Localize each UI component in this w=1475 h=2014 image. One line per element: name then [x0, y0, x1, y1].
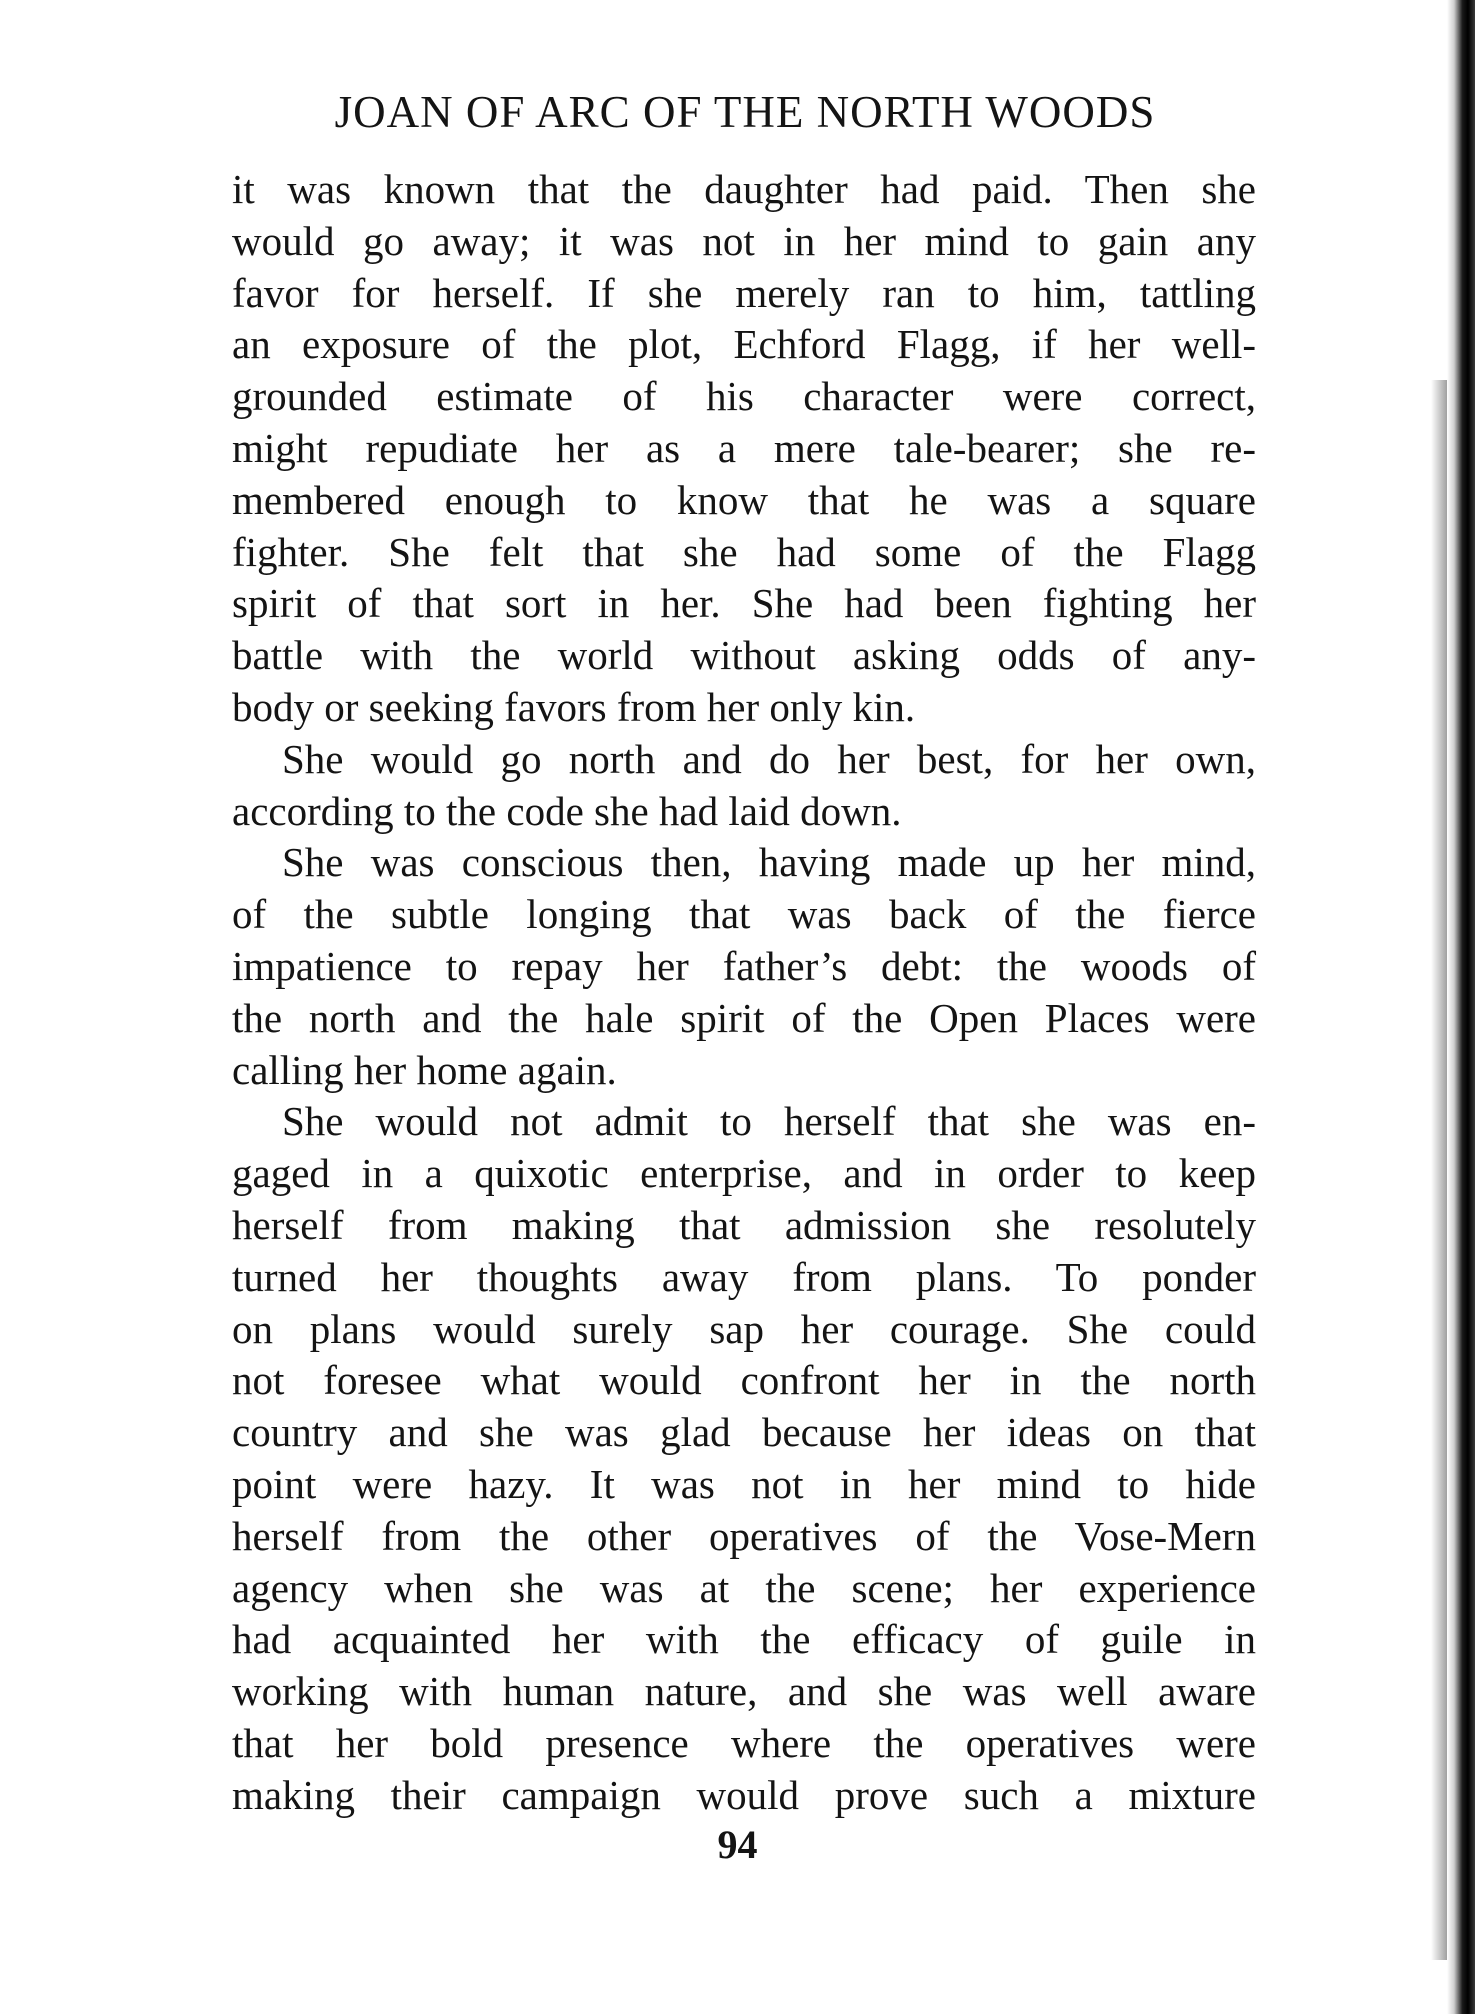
- text-line: fighter. She felt that she had some of the Flagg: [232, 528, 1256, 575]
- paragraph-last-line: calling her home again.: [232, 1046, 617, 1093]
- running-head: JOAN OF ARC OF THE NORTH WOODS: [334, 87, 1156, 137]
- text-line: had acquainted her with the efficacy of guile in: [232, 1616, 1256, 1663]
- binding-edge: [1447, 0, 1475, 2014]
- text-line: herself from the other operatives of the Vose-Mern: [232, 1512, 1256, 1559]
- paragraph-last-line: body or seeking favors from her only kin.: [232, 683, 916, 730]
- text-line: working with human nature, and she was well aware: [232, 1668, 1256, 1715]
- text-line: making their campaign would prove such a mixture: [232, 1771, 1256, 1818]
- text-line: it was known that the daughter had paid. Then she: [232, 166, 1256, 212]
- paragraph-first-line: She was conscious then, having made up her mind,: [282, 839, 1256, 886]
- paragraph-first-line: She would not admit to herself that she was en-: [282, 1098, 1256, 1145]
- text-line: an exposure of the plot, Echford Flagg, if her well-: [232, 321, 1256, 368]
- text-line: that her bold presence where the operatives were: [232, 1719, 1256, 1766]
- text-line: gaged in a quixotic enterprise, and in order to keep: [232, 1150, 1256, 1197]
- text-line: battle with the world without asking odds of any-: [232, 632, 1256, 679]
- text-line: agency when she was at the scene; her experience: [232, 1564, 1256, 1611]
- body-text: [232, 164, 1256, 1822]
- text-line: would go away; it was not in her mind to gain any: [232, 217, 1256, 264]
- text-line: might repudiate her as a mere tale-bearer; she re-: [232, 424, 1256, 471]
- page-number: 94: [717, 1822, 758, 1867]
- paragraph-last-line: according to the code she had laid down.: [232, 787, 902, 834]
- text-line: of the subtle longing that was back of the fierce: [232, 891, 1256, 938]
- text-line: on plans would surely sap her courage. She could: [232, 1305, 1256, 1352]
- text-line: herself from making that admission she resolutely: [232, 1201, 1256, 1248]
- text-line: spirit of that sort in her. She had been fighting her: [232, 580, 1256, 627]
- text-line: impatience to repay her father’s debt: the woods of: [232, 942, 1256, 989]
- text-line: favor for herself. If she merely ran to him, tattling: [232, 269, 1256, 316]
- text-line: the north and the hale spirit of the Open Places were: [232, 994, 1256, 1041]
- text-line: point were hazy. It was not in her mind to hide: [232, 1460, 1256, 1507]
- text-line: not foresee what would confront her in the north: [232, 1357, 1256, 1404]
- text-line: grounded estimate of his character were correct,: [232, 373, 1256, 420]
- text-line: turned her thoughts away from plans. To ponder: [232, 1253, 1256, 1300]
- text-line: country and she was glad because her ideas on that: [232, 1409, 1256, 1456]
- paragraph-first-line: She would go north and do her best, for her own,: [282, 735, 1256, 782]
- text-line: membered enough to know that he was a square: [232, 476, 1256, 523]
